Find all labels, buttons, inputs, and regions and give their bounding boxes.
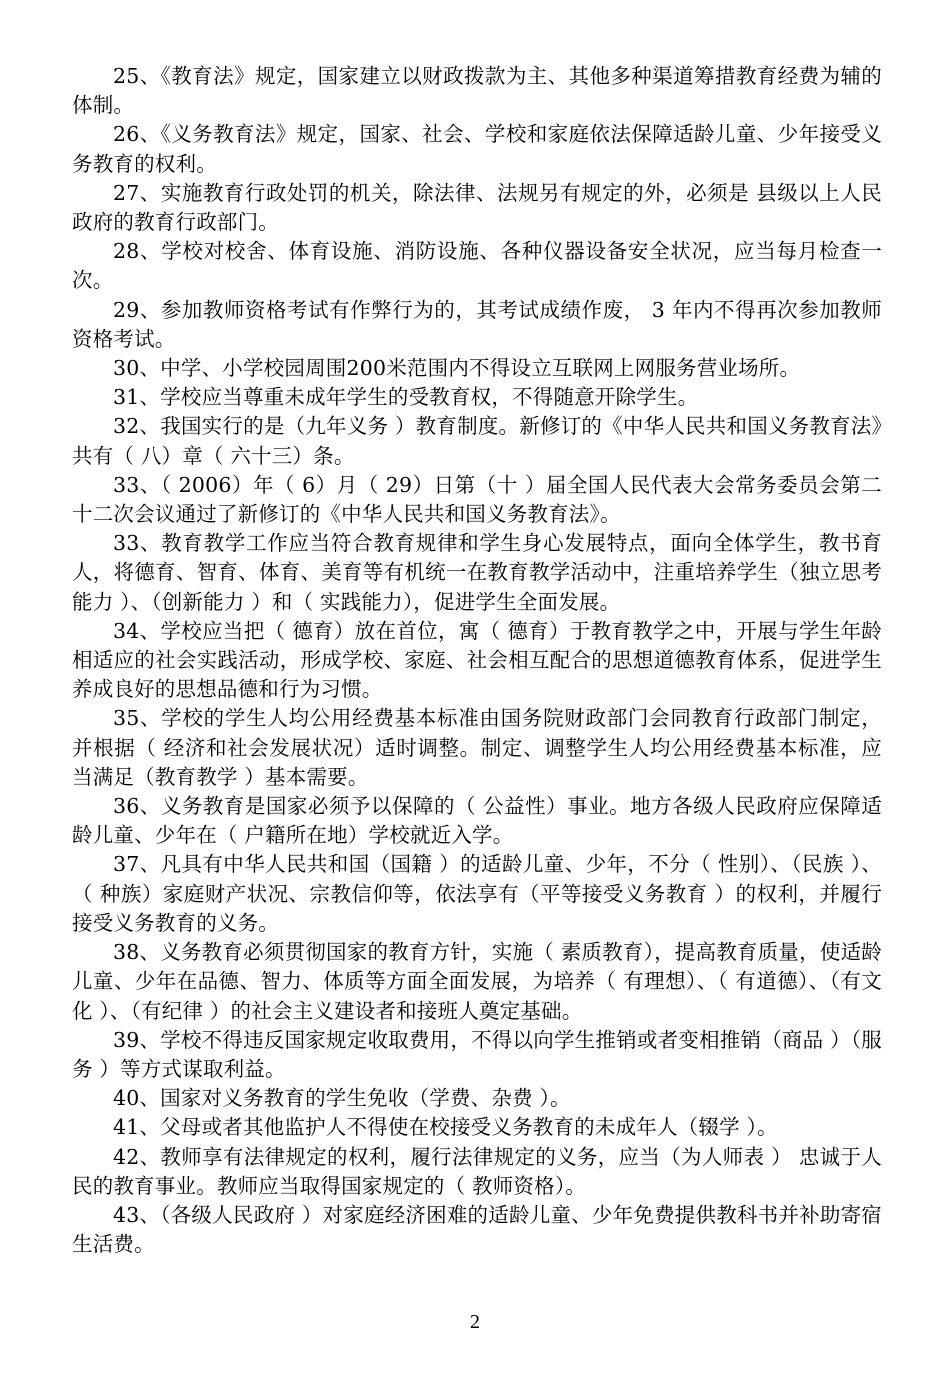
paragraph-43: 43、（各级人民政府 ）对家庭经济困难的适龄儿童、少年免费提供教科书并补助寄宿生活费。 [72, 1202, 882, 1257]
paragraph-34: 34、学校应当把（ 德育）放在首位，寓（ 德育）于教育教学之中，开展与学生年龄相适应的社会实践活动，形成学校、家庭、社会相互配合的思想道德教育体系，促进学生养成良好的思想品德和行为习惯。 [72, 618, 882, 702]
paragraph-29: 29、参加教师资格考试有作弊行为的，其考试成绩作废， 3 年内不得再次参加教师资格考试。 [72, 297, 882, 351]
paragraph-41: 41、父母或者其他监护人不得使在校接受义务教育的未成年人（辍学 ）。 [113, 1115, 778, 1140]
paragraph-40: 40、国家对义务教育的学生免收（学费、杂费 ）。 [113, 1086, 571, 1111]
paragraph-30: 30、中学、小学校园周围200米范围内不得设立互联网上网服务营业场所。 [113, 356, 801, 381]
paragraph-36: 36、义务教育是国家必须予以保障的（ 公益性）事业。地方各级人民政府应保障适龄儿童、少年在（ 户籍所在地）学校就近入学。 [72, 794, 882, 848]
paragraph-25: 25、《教育法》规定，国家建立以财政拨款为主、其他多种渠道筹措教育经费为辅的体制。 [72, 64, 882, 118]
paragraph-39: 39、学校不得违反国家规定收取费用，不得以向学生推销或者变相推销（商品 ）（服务 ）等方式谋取利益。 [72, 1027, 882, 1081]
paragraph-28: 28、学校对校舍、体育设施、消防设施、各种仪器设备安全状况，应当每月检查一次。 [72, 239, 882, 293]
paragraph-31: 31、学校应当尊重未成年学生的受教育权，不得随意开除学生。 [113, 385, 699, 410]
paragraph-33a: 33、（ 2006）年（ 6）月（ 29）日第（十 ）届全国人民代表大会常务委员会第二十二次会议通过了新修订的《中华人民共和国义务教育法》。 [72, 472, 882, 527]
paragraph-35: 35、学校的学生人均公用经费基本标准由国务院财政部门会同教育行政部门制定，并根据（ 经济和社会发展状况）适时调整。制定、调整学生人均公用经费基本标准，应当满足（教育教学 ）基本需要。 [72, 706, 882, 789]
paragraph-37: 37、凡具有中华人民共和国（国籍 ）的适龄儿童、少年，不分（ 性别）、（民族 ）、（ 种族）家庭财产状况、宗教信仰等，依法享有（平等接受义务教育 ）的权利，并履行接受义务教育的义务。 [72, 852, 882, 935]
paragraph-27: 27、实施教育行政处罚的机关，除法律、法规另有规定的外，必须是 县级以上人民政府的教育行政部门。 [72, 180, 882, 235]
page-number: 2 [470, 1311, 480, 1333]
paragraph-42: 42、教师享有法律规定的权利，履行法律规定的义务，应当（为人师表 ） 忠诚于人民的教育事业。教师应当取得国家规定的（ 教师资格）。 [72, 1144, 882, 1198]
paragraph-33b: 33、教育教学工作应当符合教育规律和学生身心发展特点，面向全体学生，教书育人，将德育、智育、体育、美育等有机统一在教育教学活动中，注重培养学生（独立思考能力 ）、（创新能力 ）和（ 实践能力），促进学生全面发展。 [72, 531, 882, 614]
paragraph-32: 32、我国实行的是（九年义务 ）教育制度。新修订的《中华人民共和国义务教育法》共有（ 八）章（ 六十三）条。 [72, 414, 882, 468]
paragraph-38: 38、义务教育必须贯彻国家的教育方针，实施（ 素质教育），提高教育质量，使适龄儿童、少年在品德、智力、体质等方面全面发展，为培养（ 有理想）、（ 有道德）、（有文化 ）、（有纪律 ）的社会主义建设者和接班人奠定基础。 [72, 940, 882, 1023]
document-body [72, 62, 882, 1259]
paragraph-26: 26、《义务教育法》规定，国家、社会、学校和家庭依法保障适龄儿童、少年接受义务教育的权利。 [72, 122, 882, 176]
